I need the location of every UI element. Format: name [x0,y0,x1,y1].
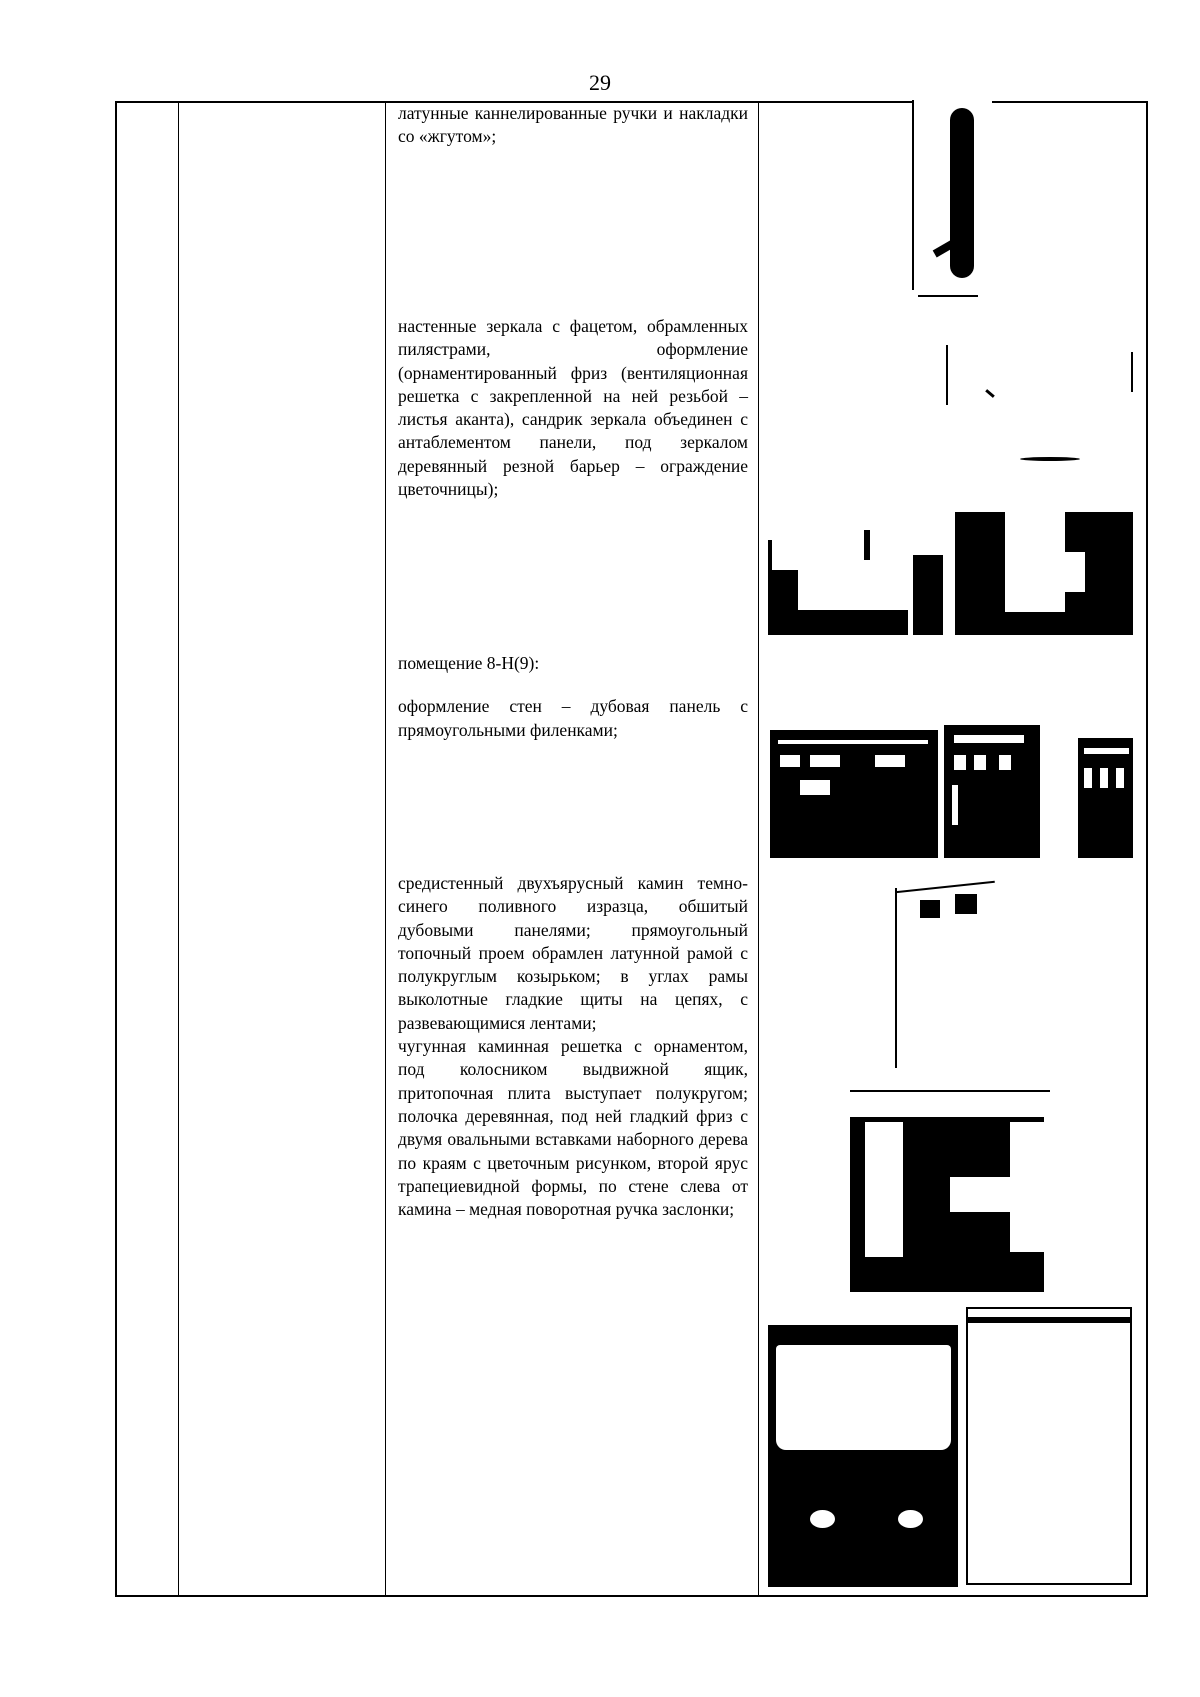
photo-oak-panel-1 [770,730,938,858]
photo-fireplace [850,872,1050,1292]
description-text-continued: чугунная каминная решетка с орнаментом, под колосником выдвижной ящик, притопочная плита выступает полукругом; полочка деревянная, под ней гладкий фриз с двумя овальными вставками наборного дерева по краям с цветочным рисунком, второй ярус трапециевидной формы, по стене слева от камина – медная поворотная ручка заслонки; [398,1036,748,1220]
column-divider-2 [385,103,386,1595]
column-divider-3 [758,103,759,1595]
page-number: 29 [589,70,611,95]
description-text: настенные зеркала с фацетом, обрамленных пилястрами, оформление (орнаментированный фриз (вентиляционная решетка с закрепленной на ней резьбой – листья аканта), сандрик зеркала объединен с антаблементом панели, под зеркалом деревянный резной барьер – ограждение цветочницы); [398,316,748,500]
row-2-description [398,315,748,501]
row-3-description [398,652,748,742]
photo-wall-mirror-right [955,352,1133,635]
photo-fireplace-grate [768,1325,958,1587]
column-divider-1 [178,103,179,1595]
room-heading: помещение 8-Н(9): [398,653,540,673]
row-4-description [398,872,748,1221]
photo-oak-panel-2 [944,725,1040,858]
description-text: средистенный двухъярусный камин темно-синего поливного изразца, обшитый дубовыми панелями; прямоугольный топочный проем обрамлен латунной рамой с полукруглым козырьком; в углах рамы выколотные гладкие щиты на цепях, с развевающимися лентами; [398,873,748,1033]
photo-wall-mirror-left [768,345,948,635]
photo-brass-handle [912,100,992,300]
photo-damper-handle [966,1307,1132,1585]
description-text: латунные каннелированные ручки и накладки со «жгутом»; [398,103,748,147]
row-1-description [398,102,748,149]
photo-oak-panel-3 [1078,738,1133,858]
description-text: оформление стен – дубовая панель с прямоугольными филенками; [398,696,748,740]
